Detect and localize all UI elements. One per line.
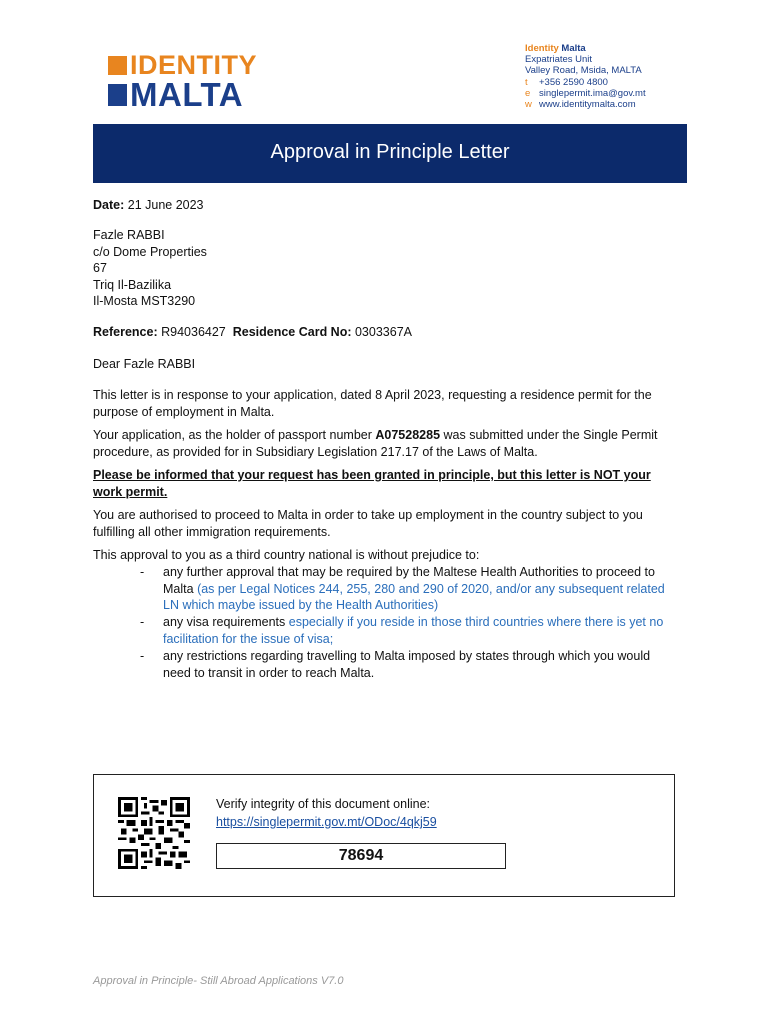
paragraph-1: This letter is in response to your application, dated 8 April 2023, requesting a residence permit for the purpose of employment in Malta. <box>93 388 652 419</box>
verification-code: 78694 <box>216 843 506 869</box>
logo-mark-top <box>108 56 127 75</box>
logo-malta-text: MALTA <box>130 76 244 113</box>
sender-phone: t +356 2590 4800 <box>525 76 608 88</box>
recipient-line: Triq Il-Bazilika <box>93 277 172 292</box>
sender-org: Identity Malta <box>525 43 586 54</box>
bullet-item: any further approval that may be required by the Maltese Health Authorities to proceed to Malta (as per Legal Notices 244, 255, 280 and 290 of 2020, and/or any subsequent related LN which maybe issued by the Health Authorities) <box>163 565 665 612</box>
verify-label: Verify integrity of this document online: <box>216 797 431 811</box>
bullet-marker: - <box>140 565 145 579</box>
sender-address <box>525 43 646 110</box>
bullet-item: any restrictions regarding travelling to Malta imposed by states through which you would need to transit in order to reach Malta. <box>163 649 651 680</box>
paragraph-4: This approval to you as a third country national is without prejudice to: <box>93 548 480 562</box>
document-footer: Approval in Principle- Still Abroad Applications V7.0 <box>93 975 344 987</box>
recipient-line: Il-Mosta MST3290 <box>93 294 196 308</box>
notice-paragraph: Please be informed that your request has been granted in principle, but this letter is NOT your work permit. <box>93 468 651 499</box>
logo-mark-bottom <box>108 84 127 106</box>
recipient-line: 67 <box>93 261 107 275</box>
salutation: Dear Fazle RABBI <box>93 357 196 371</box>
recipient-address <box>93 227 673 310</box>
logo-identity-text: IDENTITY <box>130 50 258 80</box>
bullet-item: any visa requirements especially if you reside in those third countries where there is yet no facilitation for the issue of visa; <box>163 615 664 646</box>
letter-date: Date: 21 June 2023 <box>93 198 204 212</box>
recipient-line: Fazle RABBI <box>93 228 165 242</box>
qr-code-icon <box>116 797 192 869</box>
page-title: Approval in Principle Letter <box>93 124 687 183</box>
paragraph-2: Your application, as the holder of passport number A07528285 was submitted under the Single Permit procedure, as provided for in Subsidiary Legislation 217.17 of the Laws of Malta. <box>93 428 658 459</box>
sender-street: Valley Road, Msida, MALTA <box>525 65 642 77</box>
paragraph-3: You are authorised to proceed to Malta in order to take up employment in the country subject to you fulfilling all other immigration requirements. <box>93 508 643 539</box>
bullet-marker: - <box>140 615 145 629</box>
recipient-line: c/o Dome Properties <box>93 244 207 259</box>
bullet-marker: - <box>140 649 145 663</box>
sender-unit: Expatriates Unit <box>525 54 593 66</box>
sender-web[interactable]: w www.identitymalta.com <box>525 99 636 111</box>
sender-email[interactable]: e singlepermit.ima@gov.mt <box>525 87 646 99</box>
reference-line: Reference: R94036427 Residence Card No: 0303367A <box>93 325 412 339</box>
verify-link[interactable]: https://singlepermit.gov.mt/ODoc/4qkj59 <box>216 815 437 829</box>
